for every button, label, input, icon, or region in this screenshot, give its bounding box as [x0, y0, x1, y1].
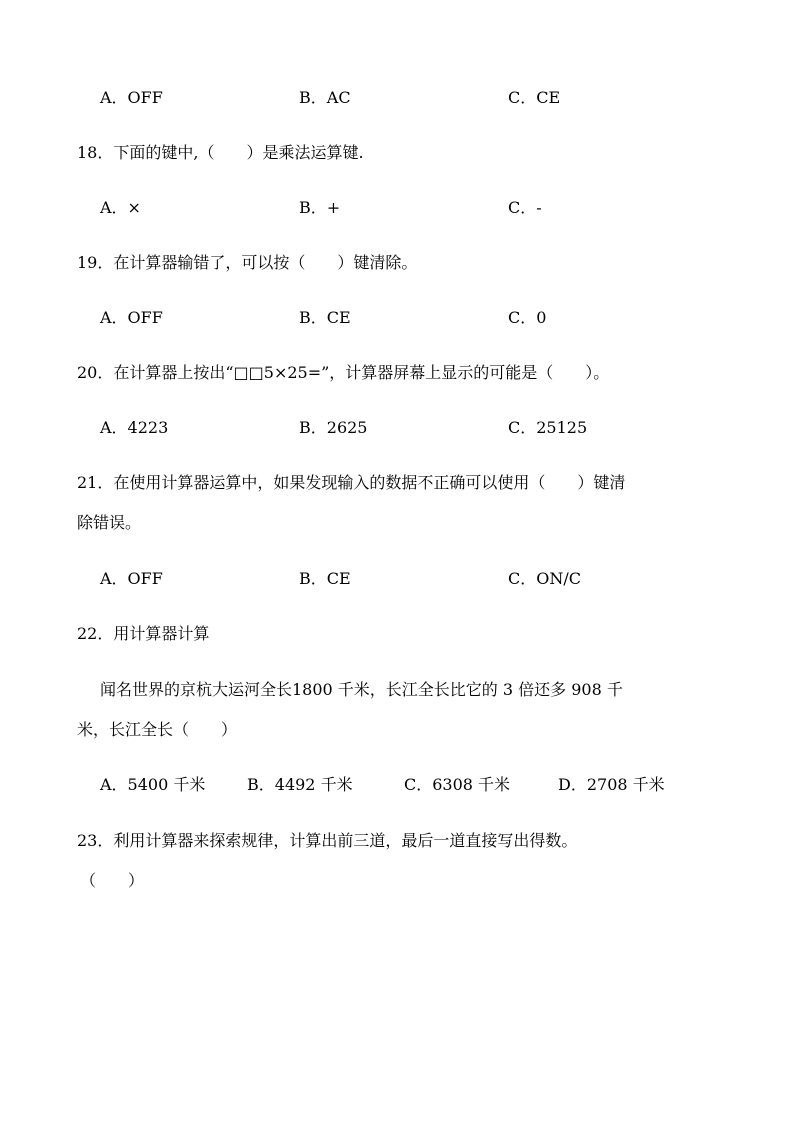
q19-option-a: A．OFF [100, 308, 163, 327]
prev-option-c: C．CE [508, 88, 561, 107]
q21-option-b: B．CE [299, 569, 351, 588]
q20-option-c: C．25125 [508, 418, 588, 437]
q18-option-a: A．× [100, 198, 141, 217]
question-22-paragraph-line-2: 米，长江全长（ ） [77, 720, 238, 739]
q20-option-a: A．4223 [100, 418, 169, 437]
q21-option-c: C．ON/C [508, 569, 581, 588]
q19-option-c: C．0 [508, 308, 547, 327]
q22-option-c: C．6308 千米 [404, 775, 511, 794]
q21-option-a: A．OFF [100, 569, 163, 588]
question-22: 22．用计算器计算 [77, 624, 210, 643]
question-23: 23．利用计算器来探索规律，计算出前三道，最后一道直接写出得数。 [77, 831, 578, 850]
question-23-answer-blank: （ ） [80, 871, 145, 890]
question-19: 19．在计算器输错了，可以按（ ）键清除。 [77, 253, 418, 272]
question-18: 18．下面的键中,（ ）是乘法运算键. [77, 143, 364, 162]
q18-option-c: C．- [508, 198, 542, 217]
q20-option-b: B．2625 [299, 418, 368, 437]
prev-option-a: A．OFF [100, 88, 163, 107]
question-21-line-1: 21．在使用计算器运算中，如果发现输入的数据不正确可以使用（ ）键清 [77, 473, 626, 492]
question-21-line-2: 除错误。 [77, 513, 142, 532]
q22-option-a: A．5400 千米 [100, 775, 206, 794]
question-20: 20．在计算器上按出“□□5×25=”，计算器屏幕上显示的可能是（ ）。 [77, 363, 610, 382]
question-22-paragraph-line-1: 闻名世界的京杭大运河全长1800 千米，长江全长比它的 3 倍还多 908 千 [100, 680, 623, 699]
q19-option-b: B．CE [299, 308, 351, 327]
q22-option-d: D．2708 千米 [558, 775, 665, 794]
prev-option-b: B．AC [299, 88, 351, 107]
q22-option-b: B．4492 千米 [247, 775, 353, 794]
q18-option-b: B．+ [299, 198, 341, 217]
